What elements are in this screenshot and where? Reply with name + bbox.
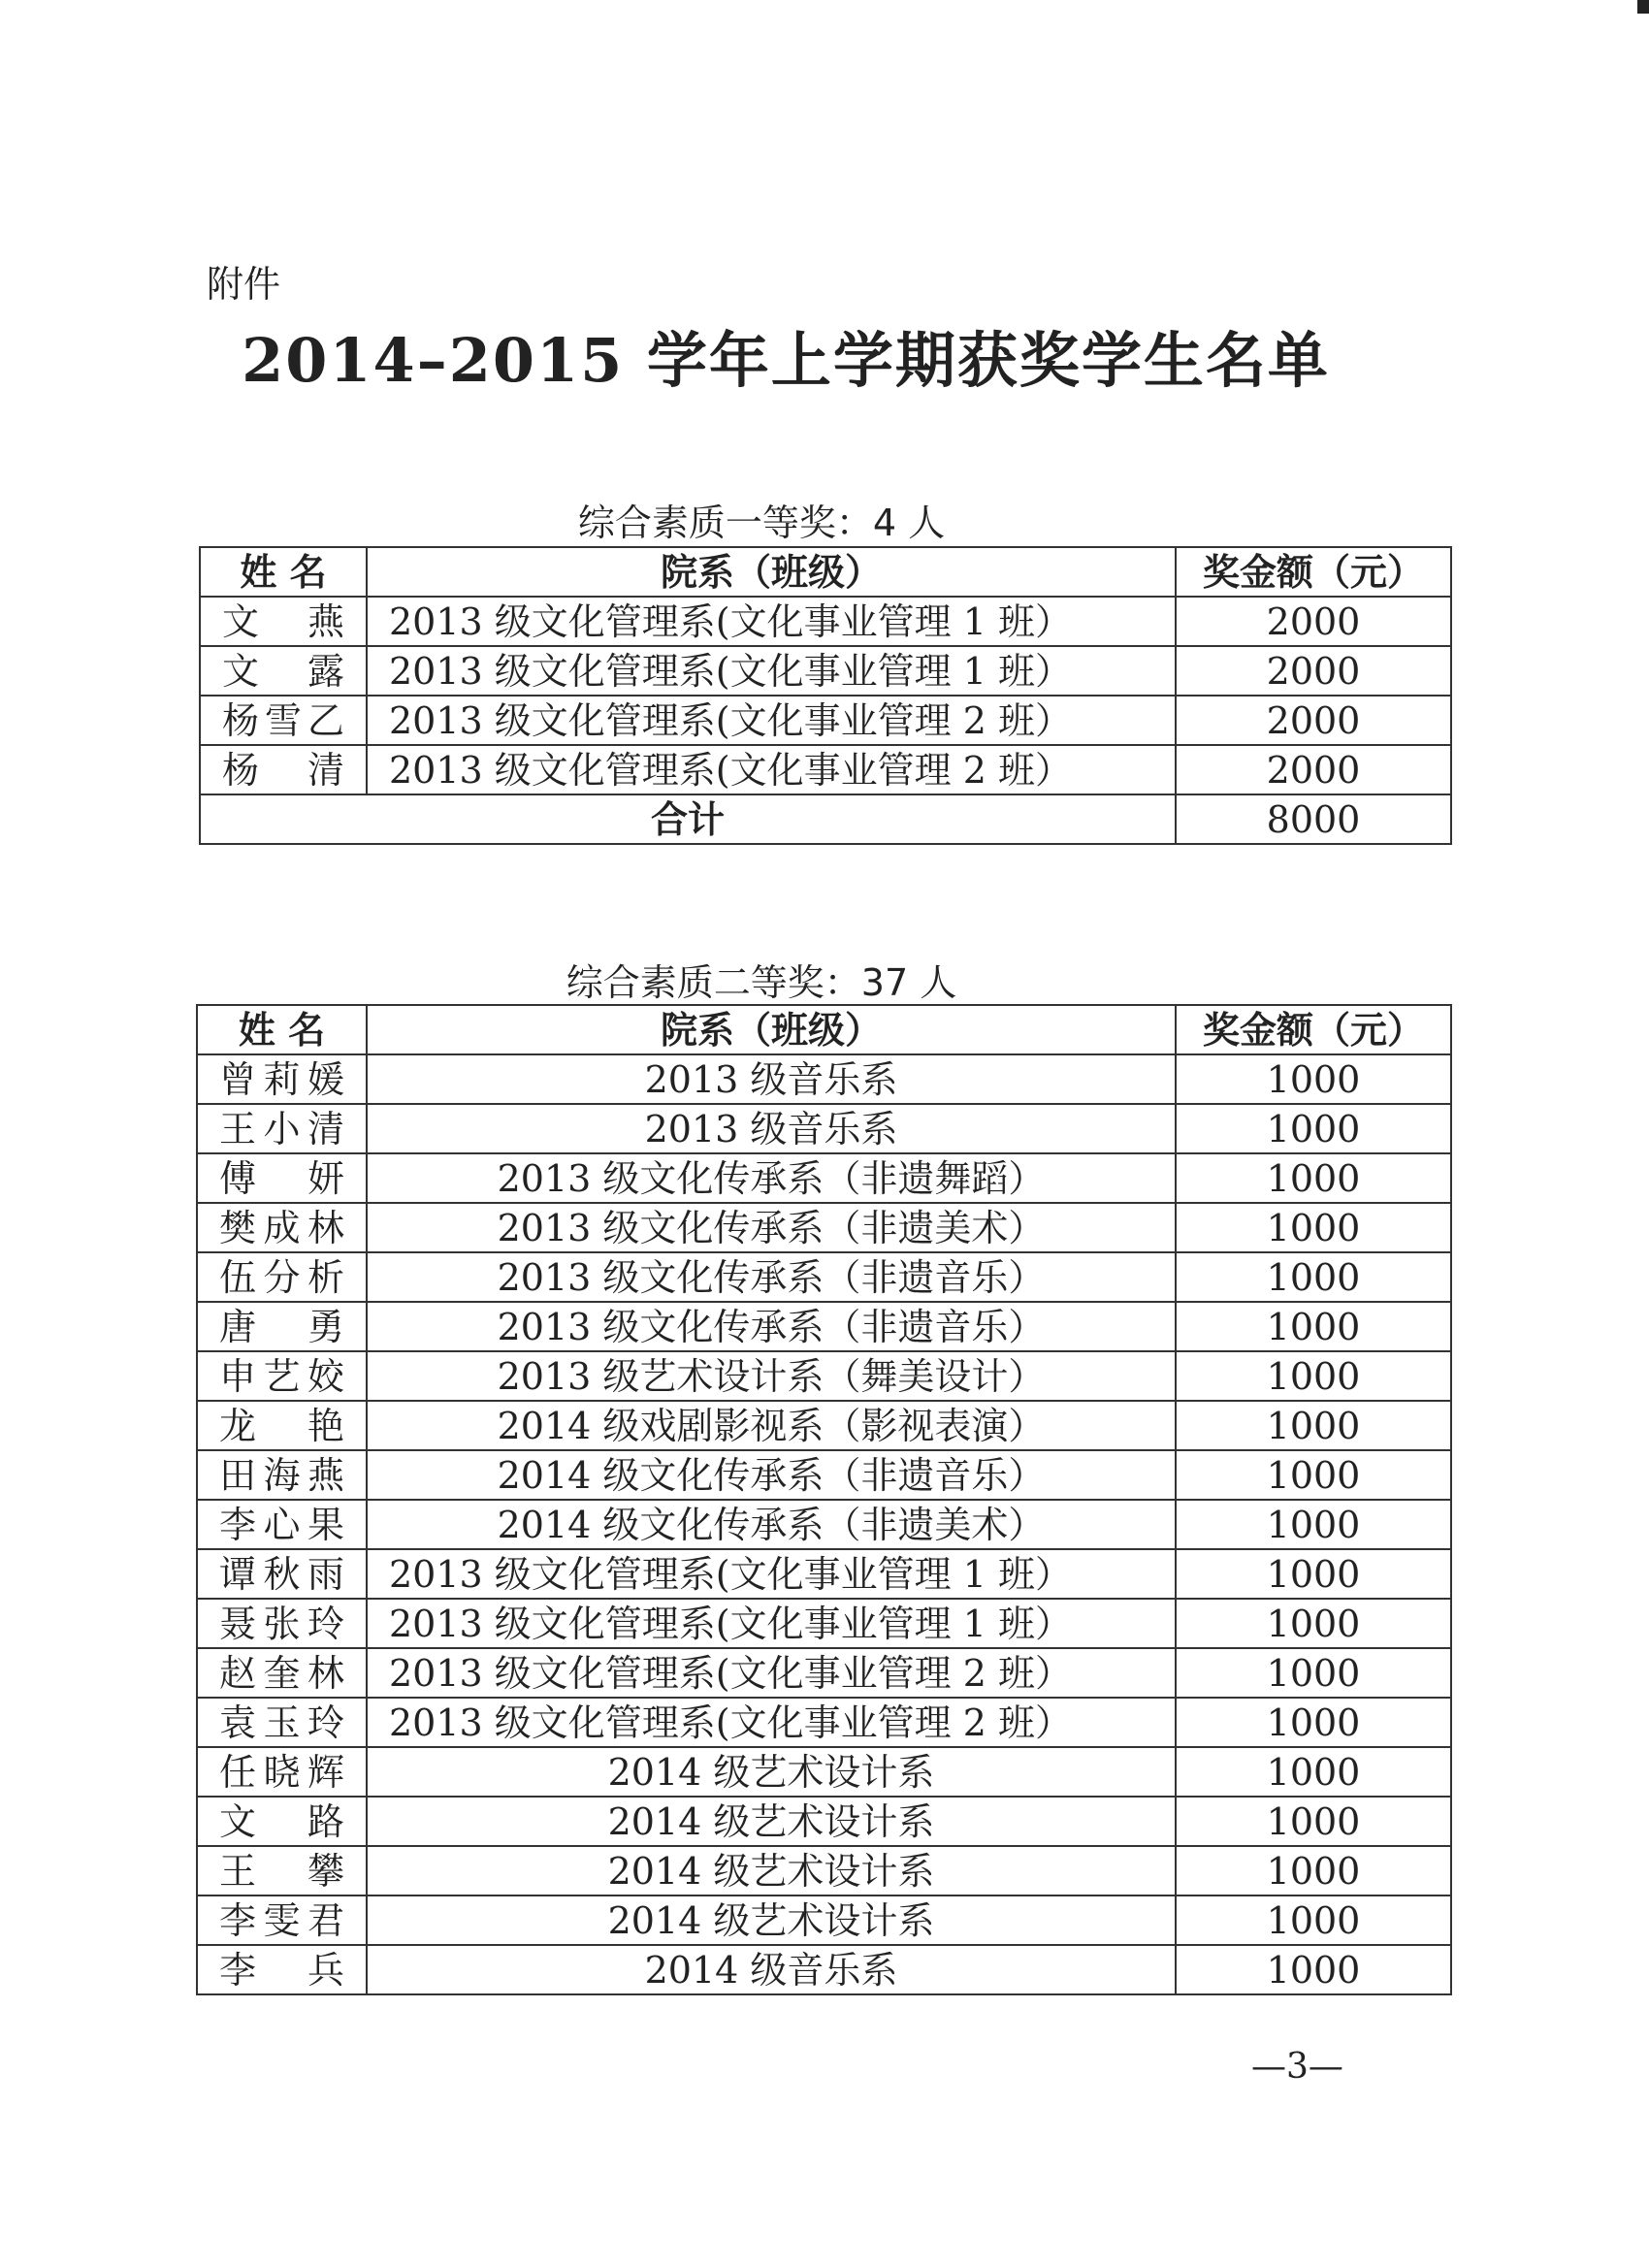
table-row [197,1895,1451,1945]
table-row [197,1648,1451,1698]
cell-name: 李 兵 [197,1945,367,1994]
cell-name: 杨雪乙 [200,696,367,745]
cell-dept: 2013 级文化管理系(文化事业管理 2 班） [367,745,1176,794]
table-row [197,1153,1451,1203]
cell-amount: 1000 [1176,1153,1451,1203]
table-row [197,1698,1451,1747]
cell-dept: 2013 级文化传承系（非遗音乐） [367,1302,1176,1351]
total-row [200,794,1451,844]
cell-dept: 2014 级文化传承系（非遗美术） [367,1500,1176,1549]
cell-amount: 1000 [1176,1846,1451,1895]
header-amount: 奖金额（元） [1176,1005,1451,1054]
cell-amount: 1000 [1176,1104,1451,1153]
header-dept: 院系（班级） [367,1005,1176,1054]
cell-amount: 1000 [1176,1895,1451,1945]
cell-name: 田海燕 [197,1450,367,1500]
cell-name: 杨 清 [200,745,367,794]
cell-dept: 2013 级艺术设计系（舞美设计） [367,1351,1176,1401]
cell-amount: 2000 [1176,597,1451,646]
scan-edge-mark [1637,0,1649,14]
table-row [197,1302,1451,1351]
table-row [200,597,1451,646]
cell-name: 曾莉媛 [197,1054,367,1104]
table-row [197,1351,1451,1401]
table-row [197,1797,1451,1846]
cell-amount: 1000 [1176,1351,1451,1401]
table-row [197,1747,1451,1797]
cell-dept: 2013 级音乐系 [367,1054,1176,1104]
header-name: 姓 名 [197,1005,367,1054]
cell-name: 龙 艳 [197,1401,367,1450]
cell-name: 文 燕 [200,597,367,646]
cell-name: 申艺姣 [197,1351,367,1401]
total-amount: 8000 [1176,794,1451,844]
cell-name: 袁玉玲 [197,1698,367,1747]
cell-dept: 2013 级文化管理系(文化事业管理 1 班） [367,597,1176,646]
page-number: —3— [1251,2047,1343,2087]
table-row [197,1252,1451,1302]
cell-name: 王 攀 [197,1846,367,1895]
cell-amount: 1000 [1176,1054,1451,1104]
cell-name: 李雯君 [197,1895,367,1945]
cell-amount: 1000 [1176,1203,1451,1252]
cell-dept: 2014 级艺术设计系 [367,1797,1176,1846]
cell-amount: 2000 [1176,696,1451,745]
header-dept: 院系（班级） [367,547,1176,597]
table-row [197,1846,1451,1895]
table-row [197,1945,1451,1994]
total-label: 合计 [200,794,1176,844]
table-row [197,1104,1451,1153]
cell-dept: 2014 级音乐系 [367,1945,1176,1994]
second-prize-table [196,1004,1452,1995]
cell-dept: 2013 级文化传承系（非遗舞蹈） [367,1153,1176,1203]
cell-name: 任晓辉 [197,1747,367,1797]
cell-amount: 1000 [1176,1500,1451,1549]
cell-dept: 2014 级戏剧影视系（影视表演） [367,1401,1176,1450]
first-prize-caption: 综合素质一等奖：4 人 [577,502,946,544]
cell-dept: 2014 级艺术设计系 [367,1846,1176,1895]
cell-dept: 2013 级文化管理系(文化事业管理 2 班） [367,1698,1176,1747]
cell-amount: 1000 [1176,1698,1451,1747]
cell-dept: 2013 级文化传承系（非遗音乐） [367,1252,1176,1302]
table-row [197,1450,1451,1500]
page-title: 2014–2015 学年上学期获奖学生名单 [242,325,1330,396]
cell-amount: 1000 [1176,1747,1451,1797]
table-row [197,1203,1451,1252]
cell-name: 唐 勇 [197,1302,367,1351]
cell-name: 王小清 [197,1104,367,1153]
cell-name: 文 露 [200,646,367,696]
second-prize-caption: 综合素质二等奖：37 人 [566,961,957,1004]
cell-amount: 1000 [1176,1599,1451,1648]
cell-amount: 1000 [1176,1648,1451,1698]
cell-dept: 2013 级文化管理系(文化事业管理 1 班） [367,1549,1176,1599]
cell-dept: 2013 级音乐系 [367,1104,1176,1153]
cell-dept: 2013 级文化管理系(文化事业管理 1 班） [367,1599,1176,1648]
cell-dept: 2013 级文化传承系（非遗美术） [367,1203,1176,1252]
cell-amount: 1000 [1176,1450,1451,1500]
cell-name: 伍分析 [197,1252,367,1302]
first-prize-table [199,546,1452,845]
table-header-row [200,547,1451,597]
cell-amount: 1000 [1176,1401,1451,1450]
table-row [197,1054,1451,1104]
cell-name: 文 路 [197,1797,367,1846]
cell-name: 赵奎林 [197,1648,367,1698]
cell-amount: 1000 [1176,1549,1451,1599]
cell-name: 聂张玲 [197,1599,367,1648]
table-row [197,1549,1451,1599]
cell-amount: 2000 [1176,646,1451,696]
cell-dept: 2014 级艺术设计系 [367,1895,1176,1945]
table-row [200,646,1451,696]
cell-dept: 2014 级艺术设计系 [367,1747,1176,1797]
cell-dept: 2013 级文化管理系(文化事业管理 2 班） [367,1648,1176,1698]
cell-amount: 1000 [1176,1252,1451,1302]
header-amount: 奖金额（元） [1176,547,1451,597]
cell-name: 李心果 [197,1500,367,1549]
attachment-label: 附件 [207,263,281,306]
table-row [200,745,1451,794]
cell-dept: 2013 级文化管理系(文化事业管理 2 班） [367,696,1176,745]
table-row [197,1599,1451,1648]
cell-dept: 2013 级文化管理系(文化事业管理 1 班） [367,646,1176,696]
cell-amount: 1000 [1176,1945,1451,1994]
table-row [197,1401,1451,1450]
cell-amount: 1000 [1176,1797,1451,1846]
cell-amount: 2000 [1176,745,1451,794]
cell-name: 樊成林 [197,1203,367,1252]
table-header-row [197,1005,1451,1054]
cell-name: 傅 妍 [197,1153,367,1203]
table-row [197,1500,1451,1549]
cell-dept: 2014 级文化传承系（非遗音乐） [367,1450,1176,1500]
header-name: 姓 名 [200,547,367,597]
cell-name: 谭秋雨 [197,1549,367,1599]
cell-amount: 1000 [1176,1302,1451,1351]
table-row [200,696,1451,745]
